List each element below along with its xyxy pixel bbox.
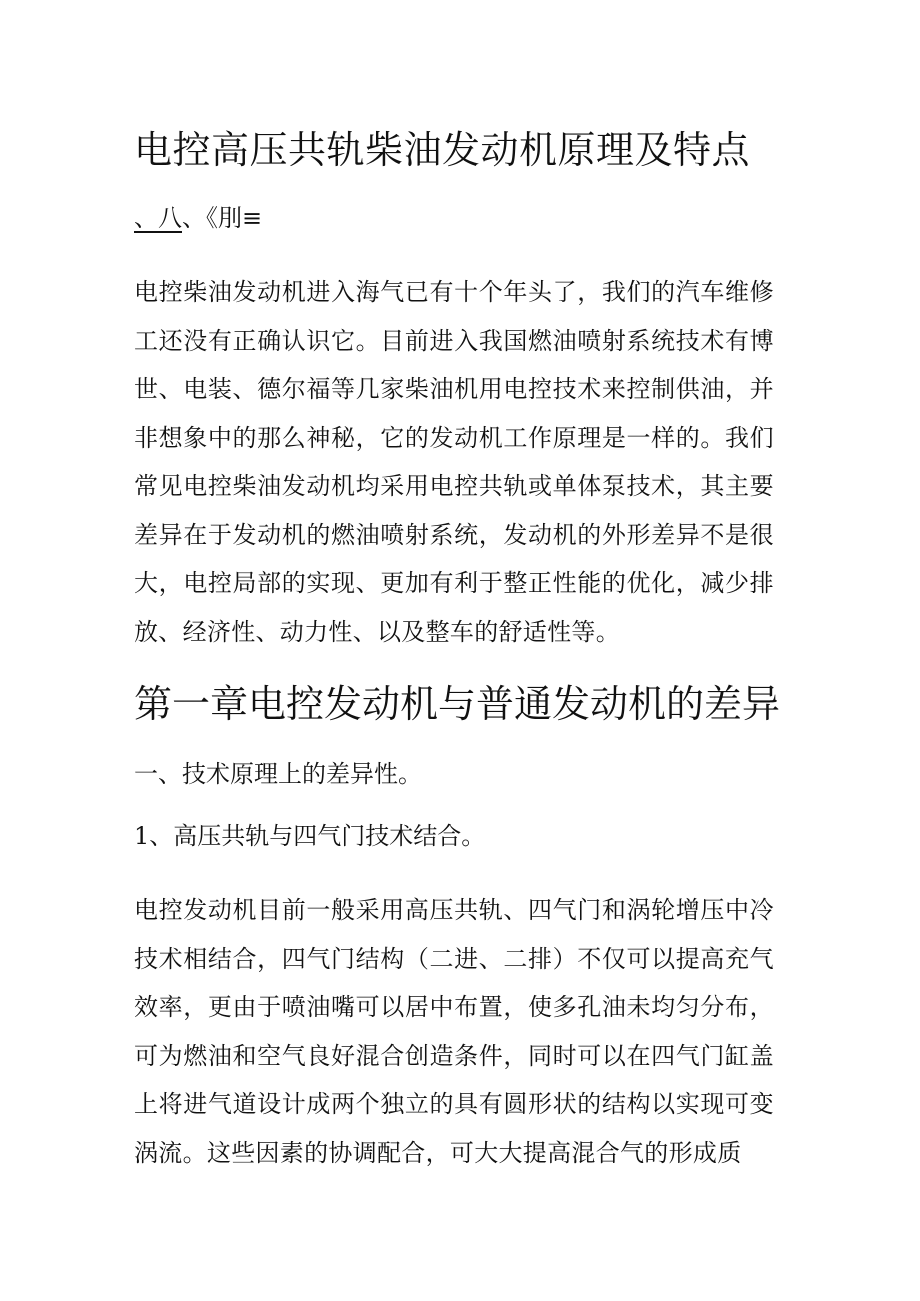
body-paragraph: 电控发动机目前一般采用高压共轨、四气门和涡轮增压中冷技术相结合，四气门结构（二进、二排）不仅可以提高充气效率，更由于喷油嘴可以居中布置，使多孔油未均匀分布，可为燃油和空气良好混合创造条件，同时可以在四气门缸盖上将进气道设计成两个独立的具有圆形状的结构以实现可变涡流。这些因素的协调配合，可大大提高混合气的形成质 xyxy=(134,896,774,1167)
preface-heading-rest: 、《刖≡ xyxy=(182,204,263,232)
document-title: 电控高压共轨柴油发动机原理及特点 xyxy=(134,128,751,172)
preface-heading-underlined: 、八 xyxy=(134,204,182,232)
intro-paragraph: 电控柴油发动机进入海气已有十个年头了，我们的汽车维修工还没有正确认识它。目前进入我国燃油喷射系统技术有博世、电装、德尔福等几家柴油机用电控技术来控制供油，并非想象中的那么神秘，它的发动机工作原理是一样的。我们常见电控柴油发动机均采用电控共轨或单体泵技术，其主要差异在于发动机的燃油喷射系统，发动机的外形差异不是很大，电控局部的实现、更加有利于整正性能的优化，减少排放、经济性、动力性、以及整车的舒适性等。 xyxy=(134,278,774,646)
subsection-title: 1、高压共轨与四气门技术结合。 xyxy=(134,822,486,850)
document-page xyxy=(134,122,786,1177)
chapter-title: 第一章电控发动机与普通发动机的差异 xyxy=(134,682,781,726)
section-title: 一、技术原理上的差异性。 xyxy=(134,760,422,788)
preface-heading xyxy=(134,198,786,238)
